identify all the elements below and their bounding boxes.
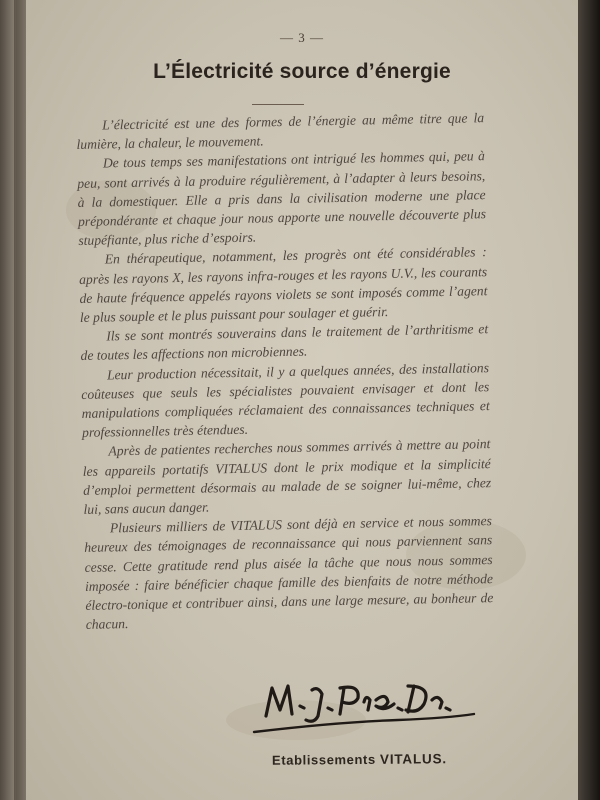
paragraph: En thérapeutique, notamment, les progrès ont été considérables : après les rayons X, les rayons infra-rouges et les rayons U.V., les courants de haute fréquence appelés rayons violets se sont imposés comme l’agent le plus souple et le plus puissant pour soulager et guérir. [78, 244, 488, 325]
paragraph: Ils se sont montrés souverains dans le traitement de l’arthritisme et de toutes les affections non microbiennes. [80, 321, 489, 364]
paragraph: De tous temps ses manifestations ont intrigué les hommes qui, peu à peu, sont arrivés à la produire régulièrement, à l’adapter à leurs besoins, à la domestiquer. Elle a pris dans la civilisation moderne une place prépondérante et chaque jour nous apporte une nouvelle découverte plus stupéfiante, plus riche d’espoirs. [77, 148, 487, 249]
handwritten-signature [248, 664, 478, 744]
paragraph: Plusieurs milliers de VITALUS sont déjà en service et nous sommes heureux des témoignages de reconnaissance qui nous parviennent sans cesse. Cette gratitude rend plus aisée la tâche que nous nous sommes imposée : faire bénéficier chaque famille des bienfaits de notre méthode électro-tonique et contribuer ainsi, dans une large mesure, au bonheur de chacun. [84, 513, 494, 633]
company-brand: VITALUS. [379, 751, 447, 767]
paragraph: L’électricité est une des formes de l’énergie au même titre que la lumière, la chaleur, le mouvement. [76, 110, 485, 153]
page-number: — 3 — [280, 30, 324, 45]
page-title: L’Électricité source d’énergie [153, 60, 451, 83]
title-divider [252, 104, 304, 105]
booklet-page [26, 0, 578, 800]
paragraph: Leur production nécessitait, il y a quelques années, des installations coûteuses que seuls les spécialistes pouvaient envisager et dont les manipulations compliquées réclamaient des connaissances techniques et professionnelles très étendues. [81, 359, 490, 441]
company-prefix: Etablissements [271, 751, 376, 768]
company-name [272, 751, 447, 768]
paragraph: Après de patientes recherches nous sommes arrivés à mettre au point les appareils portatifs VITALUS dont le prix modique et la simplicité d’emploi permettent désormais au malade de se soigner lui-même, chez lui, sans aucun danger. [82, 436, 492, 517]
background-edge [578, 0, 600, 800]
body-text [76, 108, 494, 634]
